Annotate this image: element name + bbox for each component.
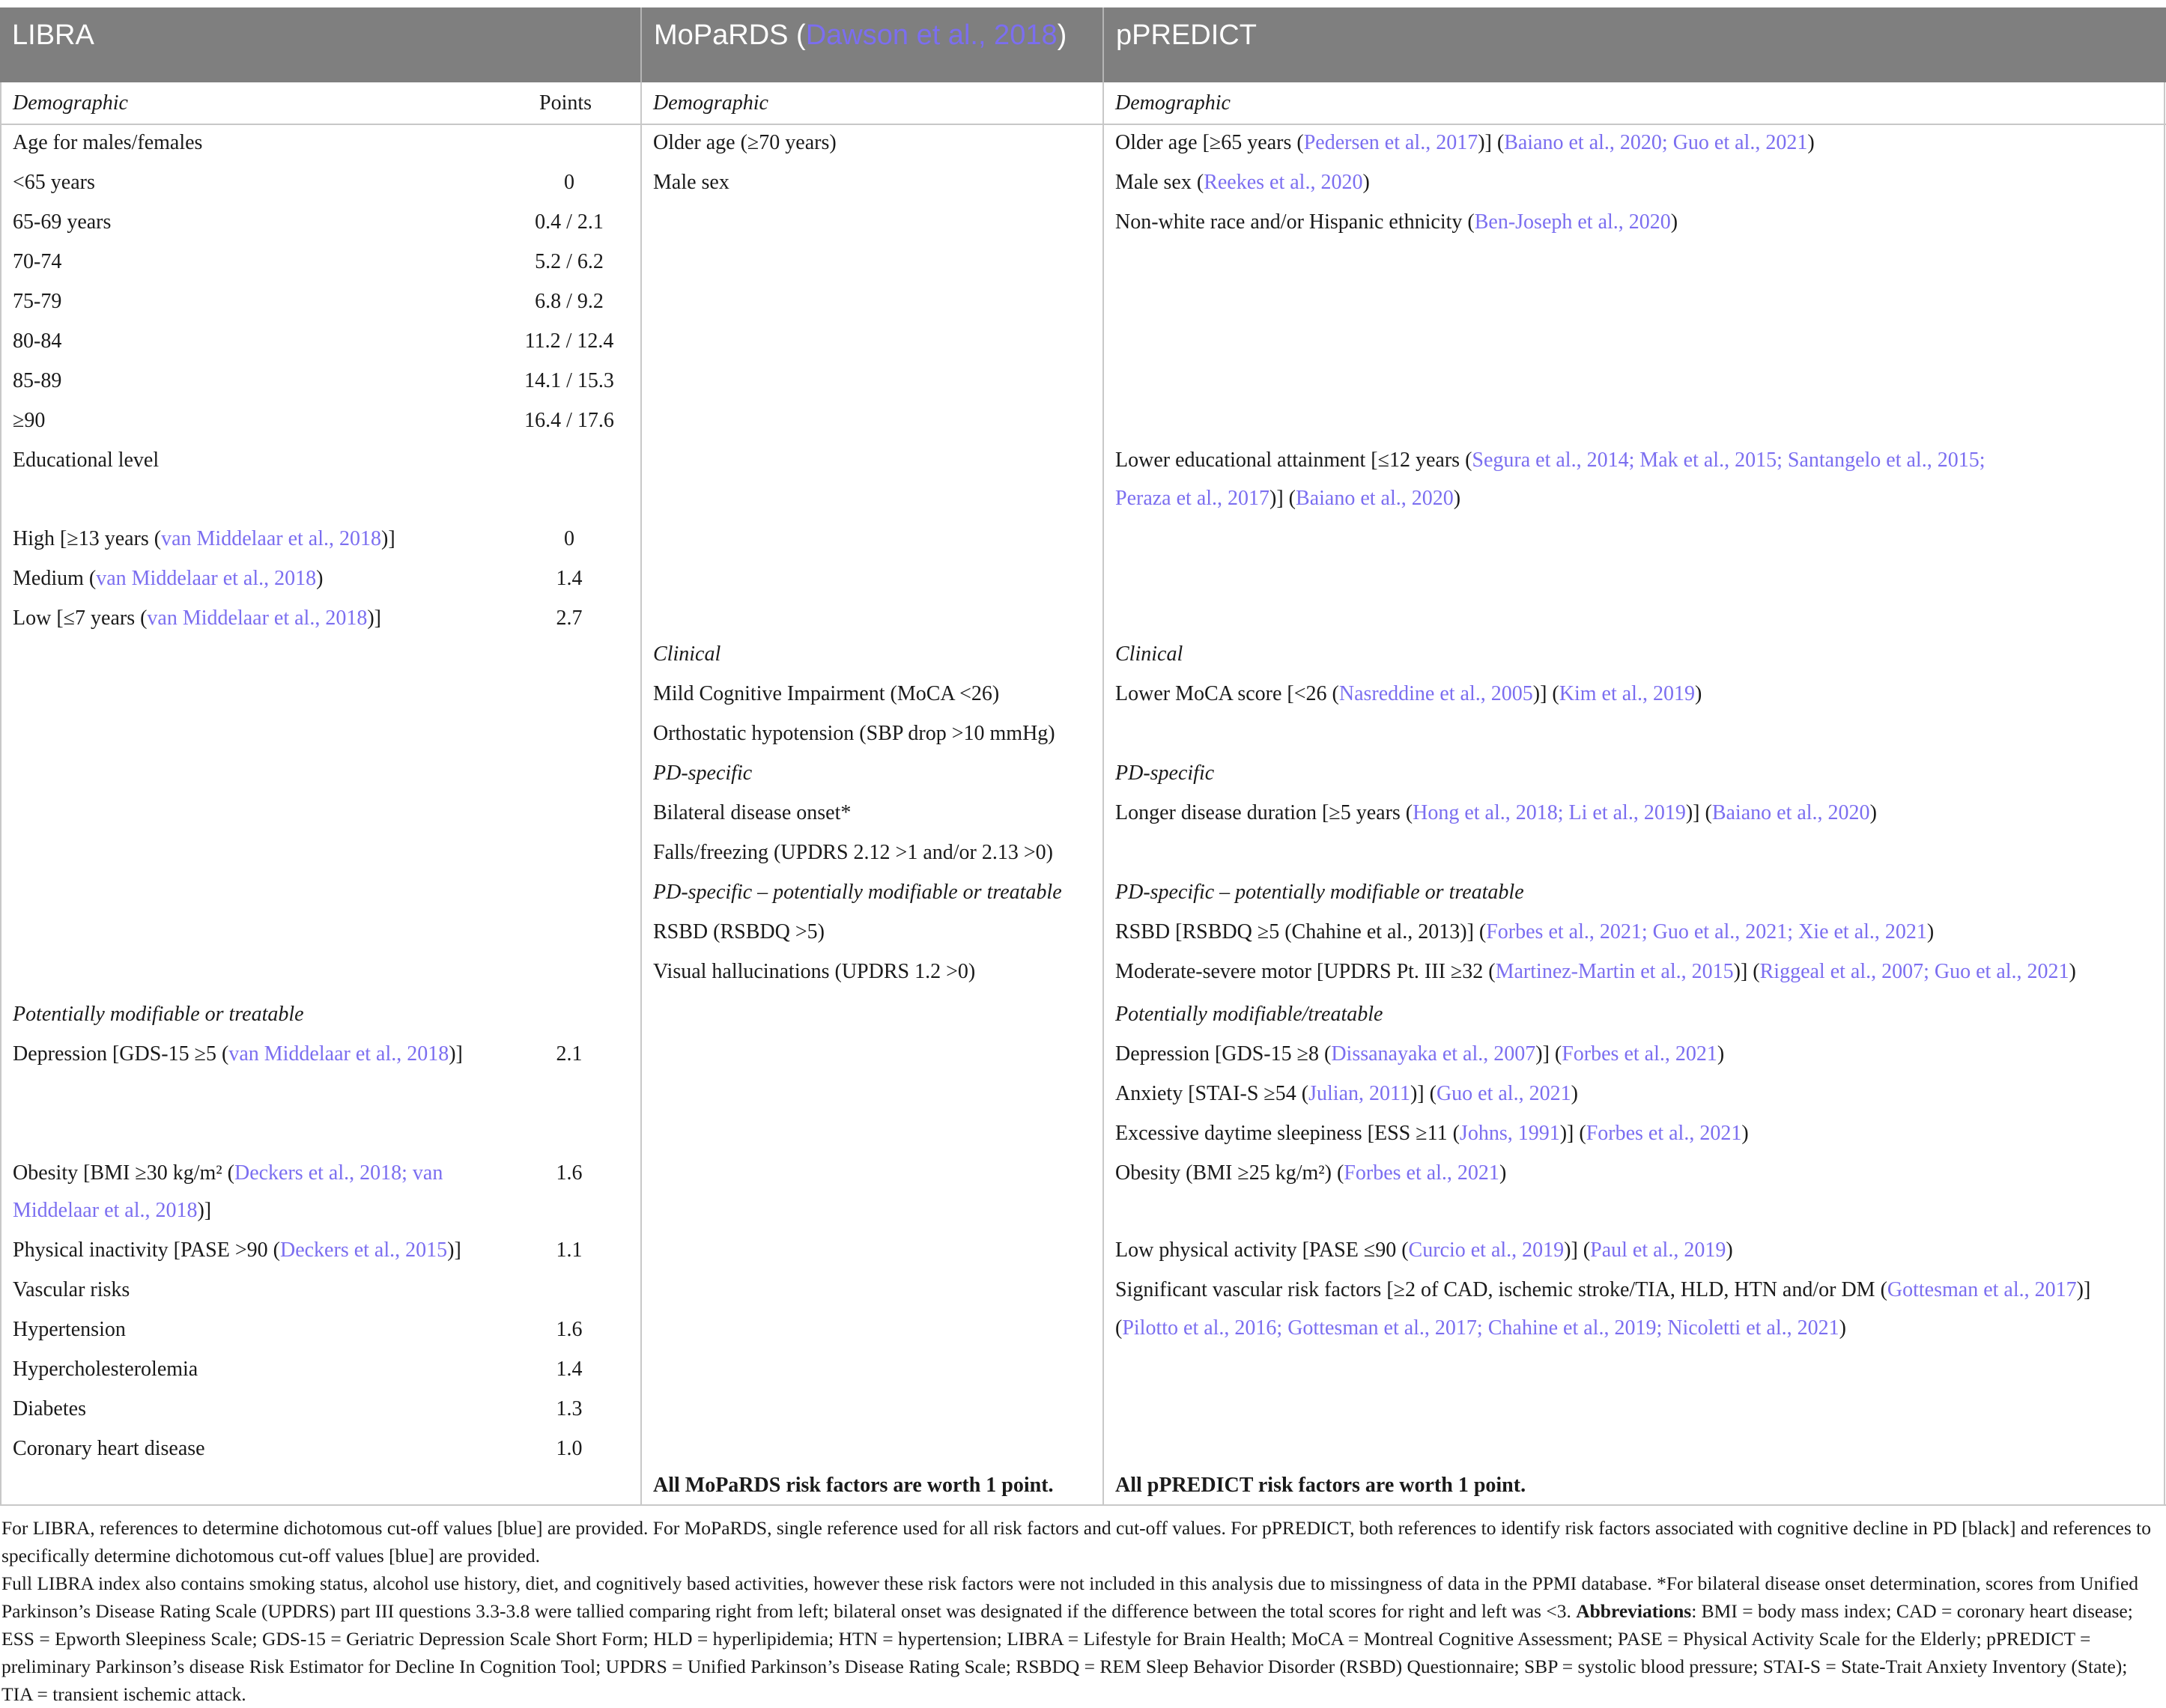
header-divider: [640, 7, 642, 82]
libra-edu-high: High [≥13 years (van Middelaar et al., 2018)]: [13, 527, 395, 550]
libra-age-row: 65-69 years: [13, 210, 112, 234]
citation-link[interactable]: Ben-Joseph et al., 2020: [1474, 210, 1671, 234]
citation-link[interactable]: van Middelaar et al., 2018: [147, 607, 368, 630]
citation-link[interactable]: Pilotto et al., 2016; Gottesman et al., 2017; Chahine et al., 2019; Nicoletti et al., 2021: [1122, 1316, 1839, 1340]
libra-section-demographic: Demographic: [13, 91, 128, 115]
libra-vascular-points: 1.3: [556, 1397, 583, 1420]
libra-age-row: 80-84: [13, 329, 62, 353]
ppredict-education-cont: Peraza et al., 2017)] (Baiano et al., 2020): [1115, 487, 1461, 510]
citation-link[interactable]: Forbes et al., 2021; Guo et al., 2021; Xie et al., 2021: [1486, 920, 1927, 943]
mopards-points-note: All MoPaRDS risk factors are worth 1 point.: [653, 1474, 1054, 1497]
header-divider: [1102, 7, 1104, 82]
mopards-rsbd: RSBD (RSBDQ >5): [653, 920, 825, 943]
citation-link[interactable]: Baiano et al., 2020: [1296, 487, 1454, 510]
ppredict-rsbd: RSBD [RSBDQ ≥5 (Chahine et al., 2013)] (Forbes et al., 2021; Guo et al., 2021; Xie et al., 2021): [1115, 920, 1935, 943]
libra-obesity-cont: Middelaar et al., 2018)]: [13, 1199, 212, 1222]
libra-vascular-row: Coronary heart disease: [13, 1437, 205, 1460]
citation-link[interactable]: Peraza et al., 2017: [1115, 487, 1270, 510]
libra-vascular-points: 1.6: [556, 1318, 583, 1341]
header-libra: LIBRA: [12, 19, 94, 51]
ppredict-moca: Lower MoCA score [<26 (Nasreddine et al., 2005)] (Kim et al., 2019): [1115, 682, 1702, 705]
libra-edu-label: Educational level: [13, 449, 160, 472]
ppredict-physical: Low physical activity [PASE ≤90 (Curcio et al., 2019)] (Paul et al., 2019): [1115, 1239, 1733, 1262]
libra-age-row: <65 years: [13, 171, 95, 194]
ppredict-section-modifiable: Potentially modifiable/treatable: [1115, 1003, 1383, 1026]
citation-link[interactable]: Martinez-Martin et al., 2015: [1495, 960, 1734, 983]
libra-vascular-row: Hypercholesterolemia: [13, 1358, 198, 1381]
citation-link[interactable]: Kim et al., 2019: [1559, 682, 1695, 705]
mopards-section-clinical: Clinical: [653, 642, 721, 666]
table-header: [0, 7, 2166, 82]
libra-obesity-points: 1.6: [556, 1161, 583, 1185]
ppredict-vascular-cont: (Pilotto et al., 2016; Gottesman et al., 2017; Chahine et al., 2019; Nicoletti et al., 2021): [1115, 1316, 1846, 1340]
header-mopards: MoPaRDS (Dawson et al., 2018): [654, 19, 1067, 51]
libra-depression-points: 2.1: [556, 1042, 583, 1066]
citation-link[interactable]: Forbes et al., 2021: [1344, 1161, 1499, 1185]
citation-link[interactable]: van Middelaar et al., 2018: [96, 567, 317, 590]
libra-age-points: 0: [564, 171, 574, 194]
libra-vascular-row: Hypertension: [13, 1318, 126, 1341]
footnote-abbreviations: Full LIBRA index also contains smoking status, alcohol use history, diet, and cognitively based activities, however these risk factors were not included in this analysis due to missingness of data in the PPMI database. *For bilateral disease onset determination, scores from Unified Parkinson’s Disease Rating Scale (UPDRS) part III questions 3.3-3.8 were tallied comparing right from left; bilateral onset was designated if the difference between the total scores for right and left was <3. Abbreviations: BMI = body mass index; CAD = coronary heart disease; ESS = Epworth Sleepiness Scale; GDS-15 = Geriatric Depression Scale Short Form; HLD = hyperlipidemia; HTN = hypertension; LIBRA = Lifestyle for Brain Health; MoCA = Montreal Cognitive Assessment; PASE = Physical Activity Scale for the Elderly; pPREDICT = preliminary Parkinson’s disease Risk Estimator for Decline In Cognition Tool; UPDRS = Unified Parkinson’s Disease Rating Scale; RSBDQ = REM Sleep Behavior Disorder (RSBD) Questionnaire; SBP = systolic blood pressure; STAI-S = State-Trait Anxiety Inventory (State); TIA = transient ischemic attack.: [1, 1572, 2139, 1705]
mopards-section-pd-modifiable: PD-specific – potentially modifiable or treatable: [653, 881, 1062, 904]
header-mopards-ref[interactable]: Dawson et al., 2018: [805, 19, 1058, 51]
libra-points-header: Points: [539, 91, 592, 115]
ppredict-education: Lower educational attainment [≤12 years (Segura et al., 2014; Mak et al., 2015; Santangelo et al., 2015;: [1115, 449, 1986, 472]
libra-age-label: Age for males/females: [13, 131, 203, 154]
mopards-visual: Visual hallucinations (UPDRS 1.2 >0): [653, 960, 976, 983]
ppredict-race: Non-white race and/or Hispanic ethnicity (Ben-Joseph et al., 2020): [1115, 210, 1678, 234]
libra-physical: Physical inactivity [PASE >90 (Deckers et al., 2015)]: [13, 1239, 461, 1262]
citation-link[interactable]: Reekes et al., 2020: [1204, 171, 1363, 194]
citation-link[interactable]: Forbes et al., 2021: [1562, 1042, 1717, 1066]
libra-age-points: 11.2 / 12.4: [524, 329, 614, 353]
ppredict-section-pd-modifiable: PD-specific – potentially modifiable or treatable: [1115, 881, 1524, 904]
libra-age-row: 85-89: [13, 369, 62, 392]
mopards-bilateral: Bilateral disease onset*: [653, 801, 852, 824]
citation-link[interactable]: van Middelaar et al., 2018: [228, 1042, 449, 1066]
libra-edu-medium-points: 1.4: [556, 567, 583, 590]
libra-physical-points: 1.1: [556, 1239, 583, 1262]
libra-obesity: Obesity [BMI ≥30 kg/m² (Deckers et al., 2018; van: [13, 1161, 443, 1185]
ppredict-anxiety: Anxiety [STAI-S ≥54 (Julian, 2011)] (Guo et al., 2021): [1115, 1082, 1578, 1105]
citation-link[interactable]: Baiano et al., 2020; Guo et al., 2021: [1504, 131, 1808, 154]
ppredict-depression: Depression [GDS-15 ≥8 (Dissanayaka et al., 2007)] (Forbes et al., 2021): [1115, 1042, 1725, 1066]
citation-link[interactable]: van Middelaar et al., 2018: [161, 527, 381, 550]
citation-link[interactable]: Guo et al., 2021: [1436, 1082, 1571, 1105]
mopards-section-demographic: Demographic: [653, 91, 768, 115]
libra-age-row: 70-74: [13, 250, 62, 273]
table-footnotes: [1, 1514, 2159, 1708]
citation-link[interactable]: Paul et al., 2019: [1590, 1239, 1726, 1262]
citation-link[interactable]: Julian, 2011: [1308, 1082, 1410, 1105]
mopards-falls: Falls/freezing (UPDRS 2.12 >1 and/or 2.13 >0): [653, 841, 1053, 864]
citation-link[interactable]: Deckers et al., 2015: [279, 1239, 448, 1262]
libra-age-points: 16.4 / 17.6: [524, 409, 614, 432]
libra-edu-high-points: 0: [564, 527, 574, 550]
libra-section-modifiable: Potentially modifiable or treatable: [13, 1003, 304, 1026]
mopards-section-pd-specific: PD-specific: [653, 762, 753, 785]
ppredict-older-age: Older age [≥65 years (Pedersen et al., 2017)] (Baiano et al., 2020; Guo et al., 2021): [1115, 131, 1815, 154]
libra-age-row: ≥90: [13, 409, 46, 432]
libra-edu-low-points: 2.7: [556, 607, 583, 630]
libra-age-points: 5.2 / 6.2: [535, 250, 604, 273]
libra-age-points: 14.1 / 15.3: [524, 369, 614, 392]
citation-link[interactable]: Johns, 1991: [1459, 1122, 1560, 1145]
citation-link[interactable]: Dissanayaka et al., 2007: [1331, 1042, 1536, 1066]
libra-vascular-points: 1.4: [556, 1358, 583, 1381]
ppredict-points-note: All pPREDICT risk factors are worth 1 point.: [1115, 1474, 1526, 1497]
ppredict-section-clinical: Clinical: [1115, 642, 1183, 666]
column-divider: [640, 82, 642, 1505]
libra-age-points: 0.4 / 2.1: [535, 210, 604, 234]
libra-age-points: 6.8 / 9.2: [535, 290, 604, 313]
citation-link[interactable]: Middelaar et al., 2018: [13, 1199, 198, 1222]
row-divider: [0, 124, 2166, 125]
citation-link[interactable]: Hong et al., 2018; Li et al., 2019: [1413, 801, 1686, 824]
column-divider: [0, 82, 1, 1505]
citation-link[interactable]: Baiano et al., 2020: [1711, 801, 1870, 824]
ppredict-motor: Moderate-severe motor [UPDRS Pt. III ≥32 (Martinez-Martin et al., 2015)] (Riggeal et al., 2007; Guo et al., 2021): [1115, 960, 2076, 983]
libra-age-row: 75-79: [13, 290, 62, 313]
mopards-older-age: Older age (≥70 years): [653, 131, 837, 154]
column-divider: [1102, 82, 1104, 1505]
citation-link[interactable]: Segura et al., 2014; Mak et al., 2015; Santangelo et al., 2015;: [1472, 449, 1986, 472]
ppredict-obesity: Obesity (BMI ≥25 kg/m²) (Forbes et al., 2021): [1115, 1161, 1507, 1185]
citation-link[interactable]: Deckers et al., 2018; van: [234, 1161, 443, 1185]
ppredict-section-demographic: Demographic: [1115, 91, 1231, 115]
ppredict-section-pd-specific: PD-specific: [1115, 762, 1215, 785]
mopards-male-sex: Male sex: [653, 171, 729, 194]
libra-vascular-points: 1.0: [556, 1437, 583, 1460]
libra-depression: Depression [GDS-15 ≥5 (van Middelaar et al., 2018)]: [13, 1042, 463, 1066]
row-divider: [0, 1504, 2166, 1506]
libra-vascular-row: Diabetes: [13, 1397, 86, 1420]
ppredict-duration: Longer disease duration [≥5 years (Hong et al., 2018; Li et al., 2019)] (Baiano et al., 2020): [1115, 801, 1877, 824]
mopards-mci: Mild Cognitive Impairment (MoCA <26): [653, 682, 1000, 705]
citation-link[interactable]: Forbes et al., 2021: [1586, 1122, 1742, 1145]
citation-link[interactable]: Pedersen et al., 2017: [1303, 131, 1478, 154]
column-divider: [2164, 82, 2165, 1505]
citation-link[interactable]: Riggeal et al., 2007; Guo et al., 2021: [1759, 960, 2069, 983]
libra-edu-low: Low [≤7 years (van Middelaar et al., 2018)]: [13, 607, 381, 630]
citation-link[interactable]: Nasreddine et al., 2005: [1338, 682, 1533, 705]
citation-link[interactable]: Gottesman et al., 2017: [1887, 1278, 2077, 1301]
ppredict-vascular: Significant vascular risk factors [≥2 of CAD, ischemic stroke/TIA, HLD, HTN and/or DM (Gottesman et al., 2017)]: [1115, 1278, 2091, 1301]
ppredict-male-sex: Male sex (Reekes et al., 2020): [1115, 171, 1370, 194]
header-ppredict: pPREDICT: [1116, 19, 1257, 51]
citation-link[interactable]: Curcio et al., 2019: [1408, 1239, 1565, 1262]
footnote-references: For LIBRA, references to determine dichotomous cut-off values [blue] are provided. For MoPaRDS, single reference used for all risk factors and cut-off values. For pPREDICT, both references to identify risk factors associated with cognitive decline in PD [black] and references to specifically determine dichotomous cut-off values [blue] are provided.: [1, 1517, 2151, 1566]
libra-vascular-label: Vascular risks: [13, 1278, 130, 1301]
ppredict-sleepiness: Excessive daytime sleepiness [ESS ≥11 (Johns, 1991)] (Forbes et al., 2021): [1115, 1122, 1749, 1145]
mopards-orthostatic: Orthostatic hypotension (SBP drop >10 mmHg): [653, 722, 1055, 745]
libra-edu-medium: Medium (van Middelaar et al., 2018): [13, 567, 324, 590]
